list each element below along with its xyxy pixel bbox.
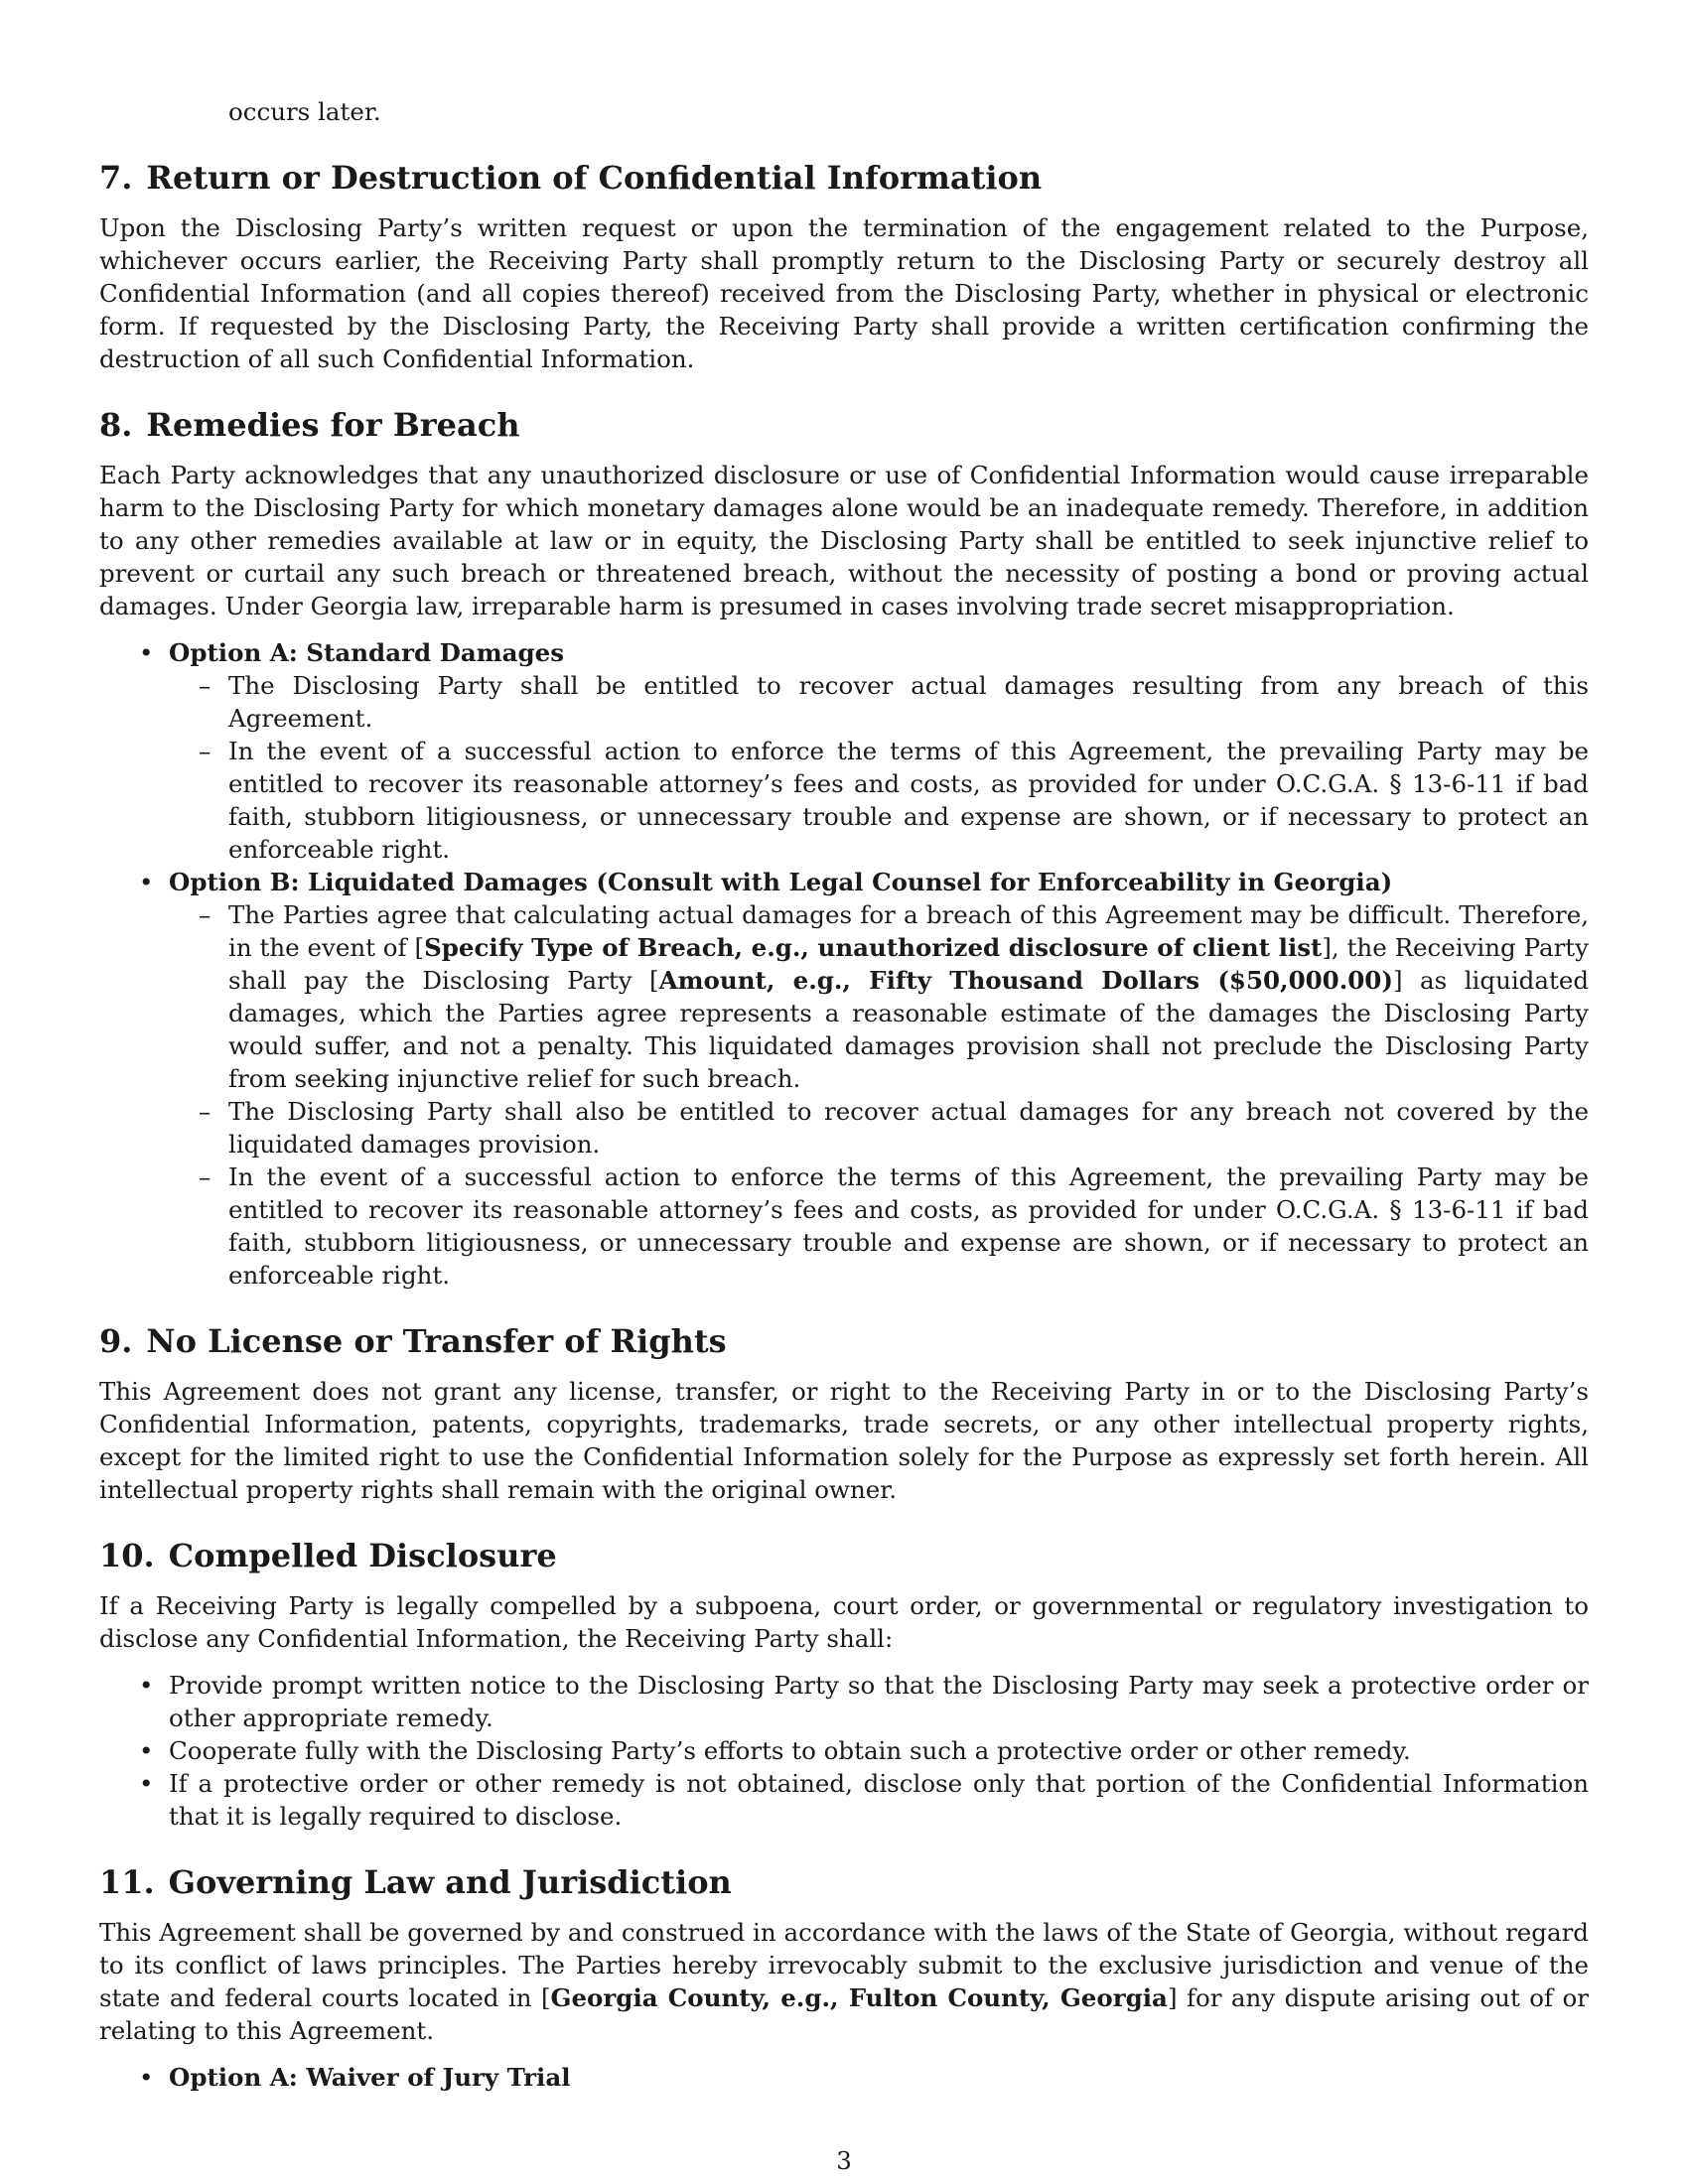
option-b-label: Option B: Liquidated Damages (Consult with Legal Counsel for Enforceability in Georgia) xyxy=(169,868,1393,896)
section-11-body: This Agreement shall be governed by and construed in accordance with the laws of the State of Georgia, without regard to its conflict of laws principles. The Parties hereby irrevocably submit to the exclusive jurisdiction and venue of the state and federal courts located in [Georgia County, e.g., Fulton County, Georgia] for any dispute arising out of or relating to this Agreement. xyxy=(99,1918,1589,2045)
dash-icon: – xyxy=(199,737,211,765)
amount-placeholder: Amount, e.g., Fifty Thousand Dollars ($50,000.00) xyxy=(658,966,1393,995)
carryover-text: occurs later. xyxy=(228,97,381,126)
document-page xyxy=(99,95,1589,2094)
bullet-icon: • xyxy=(139,1671,154,1700)
list-item xyxy=(99,2061,1589,2094)
list-item: • Provide prompt written notice to the Disclosing Party so that the Disclosing Party may seek a protective order or other appropriate remedy. xyxy=(139,1671,1589,1732)
list-item: – The Disclosing Party shall also be entitled to recover actual damages for any breach not covered by the liquidated damages provision. xyxy=(199,1097,1589,1159)
option-a-sublist xyxy=(169,669,1589,866)
option-a-label: Option A: Standard Damages xyxy=(169,638,565,667)
list-item: – In the event of a successful action to enforce the terms of this Agreement, the prevailing Party may be entitled to recover its reasonable attorney’s fees and costs, as provided for under O.C.G.A. § 13-6-11 if bad faith, stubborn litigiousness, or unnecessary trouble and expense are shown, or if necessary to protect an enforceable right. xyxy=(199,737,1589,864)
section-title: Remedies for Breach xyxy=(146,406,520,444)
list-item: • Cooperate fully with the Disclosing Party’s efforts to obtain such a protective order or other remedy. xyxy=(139,1736,1411,1765)
list-item: – The Disclosing Party shall be entitled to recover actual damages resulting from any breach of this Agreement. xyxy=(199,671,1589,733)
section-number: 7. xyxy=(99,159,133,197)
list-item xyxy=(99,866,1589,1292)
section-8-heading xyxy=(99,405,1589,445)
section-title: Compelled Disclosure xyxy=(168,1537,557,1574)
section-9-heading xyxy=(99,1321,1589,1361)
section-7-heading xyxy=(99,158,1589,198)
option-b-sublist xyxy=(169,898,1589,1292)
dash-icon: – xyxy=(199,1097,211,1126)
section-title: Return or Destruction of Confidential Information xyxy=(146,159,1043,197)
dash-icon: – xyxy=(199,671,211,700)
section-10-body: If a Receiving Party is legally compelled by a subpoena, court order, or governmental or regulatory investigation to disclose any Confidential Information, the Receiving Party shall: xyxy=(99,1591,1589,1653)
section-8-body: Each Party acknowledges that any unauthorized disclosure or use of Confidential Information would cause irreparable harm to the Disclosing Party for which monetary damages alone would be an inadequate remedy. Therefore, in addition to any other remedies available at law or in equity, the Disclosing Party shall be entitled to seek injunctive relief to prevent or curtail any such breach or threatened breach, without the necessity of posting a bond or proving actual damages. Under Georgia law, irreparable harm is presumed in cases involving trade secret misappropriation. xyxy=(99,461,1589,620)
list-item xyxy=(99,636,1589,866)
compelled-disclosure-list xyxy=(99,1669,1589,1833)
bullet-icon: • xyxy=(139,2063,154,2092)
section-number: 8. xyxy=(99,406,133,444)
list-item: – In the event of a successful action to enforce the terms of this Agreement, the prevailing Party may be entitled to recover its reasonable attorney’s fees and costs, as provided for under O.C.G.A. § 13-6-11 if bad faith, stubborn litigiousness, or unnecessary trouble and expense are shown, or if necessary to protect an enforceable right. xyxy=(199,1162,1589,1290)
remedy-options-list xyxy=(99,636,1589,1292)
list-item: • If a protective order or other remedy is not obtained, disclose only that portion of the Confidential Information that it is legally required to disclose. xyxy=(139,1769,1589,1831)
section-title: No License or Transfer of Rights xyxy=(146,1322,727,1360)
bullet-icon: • xyxy=(139,1769,154,1798)
bullet-icon: • xyxy=(139,868,154,896)
section-title: Governing Law and Jurisdiction xyxy=(168,1863,732,1901)
section-number: 9. xyxy=(99,1322,133,1360)
section-number: 10. xyxy=(99,1537,155,1574)
list-item: – The Parties agree that calculating actual damages for a breach of this Agreement may be difficult. Therefore, in the event of [Specify Type of Breach, e.g., unauthorized disclosure of client list], the Receiving Party shall pay the Disclosing Party [Amount, e.g., Fifty Thousand Dollars ($50,000.00)] as liquidated damages, which the Parties agree represents a reasonable estimate of the damages the Disclosing Party would suffer, and not a penalty. This liquidated damages provision shall not preclude the Disclosing Party from seeking injunctive relief for such breach. xyxy=(199,900,1589,1093)
option-a-label: Option A: Waiver of Jury Trial xyxy=(169,2063,571,2092)
section-7-body: Upon the Disclosing Party’s written request or upon the termination of the engagement related to the Purpose, whichever occurs earlier, the Receiving Party shall promptly return to the Disclosing Party or securely destroy all Confidential Information (and all copies thereof) received from the Disclosing Party, whether in physical or electronic form. If requested by the Disclosing Party, the Receiving Party shall provide a written certification confirming the destruction of all such Confidential Information. xyxy=(99,213,1589,373)
section-11-heading xyxy=(99,1862,1589,1902)
dash-icon: – xyxy=(199,900,211,929)
county-placeholder: Georgia County, e.g., Fulton County, Georgia xyxy=(550,1983,1168,2012)
page-number: 3 xyxy=(836,2146,852,2175)
dash-icon: – xyxy=(199,1162,211,1191)
section-9-body: This Agreement does not grant any license, transfer, or right to the Receiving Party in or to the Disclosing Party’s Confidential Information, patents, copyrights, trademarks, trade secrets, or any other intellectual property rights, except for the limited right to use the Confidential Information solely for the Purpose as expressly set forth herein. All intellectual property rights shall remain with the original owner. xyxy=(99,1377,1589,1504)
bullet-icon: • xyxy=(139,1736,154,1765)
section-10-heading xyxy=(99,1536,1589,1575)
bullet-icon: • xyxy=(139,638,154,667)
jurisdiction-options-list xyxy=(99,2061,1589,2094)
section-number: 11. xyxy=(99,1863,155,1901)
breach-type-placeholder: Specify Type of Breach, e.g., unauthorized disclosure of client list xyxy=(424,933,1323,962)
